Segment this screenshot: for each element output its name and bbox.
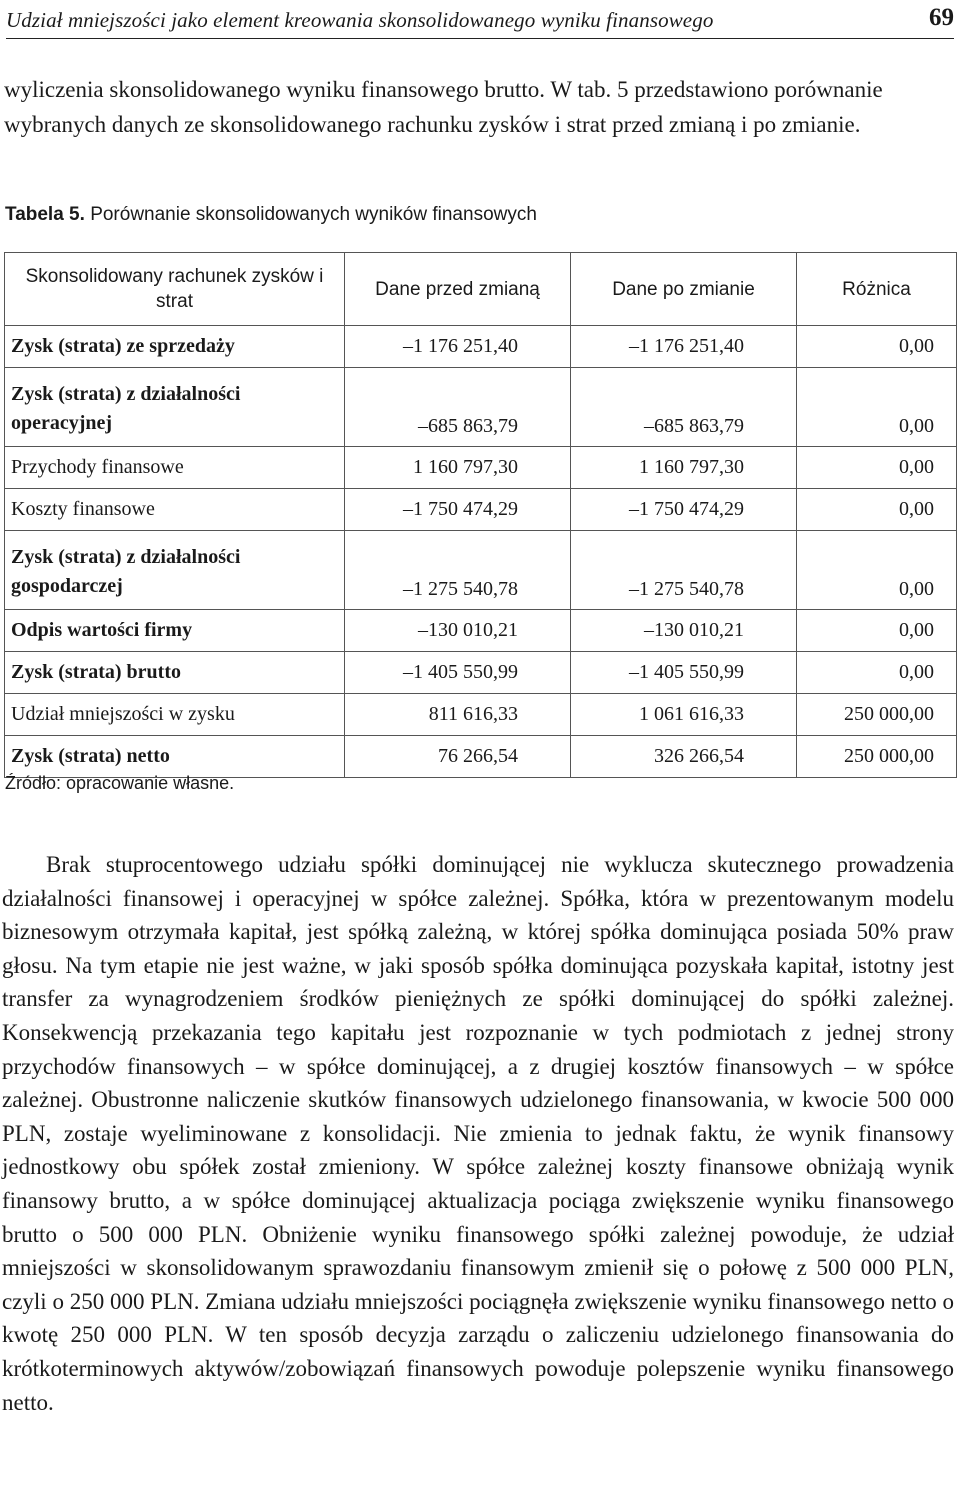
- value-after: 1 061 616,33: [571, 694, 797, 736]
- table-row: [5, 652, 957, 694]
- value-after: –1 176 251,40: [571, 326, 797, 368]
- table-caption: [5, 204, 537, 226]
- table-row: [5, 531, 957, 610]
- table-row: [5, 489, 957, 531]
- row-label: Zysk (strata) z działalności operacyjnej: [5, 368, 345, 447]
- value-after: 326 266,54: [571, 736, 797, 778]
- table-header-row: [5, 253, 957, 326]
- value-after: –1 750 474,29: [571, 489, 797, 531]
- value-before: –1 750 474,29: [345, 489, 571, 531]
- value-difference: 0,00: [797, 447, 957, 489]
- value-after: –685 863,79: [571, 368, 797, 447]
- table-row: [5, 447, 957, 489]
- value-after: –130 010,21: [571, 610, 797, 652]
- table-caption-text: Porównanie skonsolidowanych wyników finansowych: [90, 204, 537, 225]
- row-label: Zysk (strata) netto: [5, 736, 345, 778]
- value-before: –1 405 550,99: [345, 652, 571, 694]
- value-before: –130 010,21: [345, 610, 571, 652]
- value-difference: 250 000,00: [797, 694, 957, 736]
- value-difference: 250 000,00: [797, 736, 957, 778]
- running-header: [6, 2, 954, 39]
- value-after: –1 275 540,78: [571, 531, 797, 610]
- table-source-note: Źródło: opracowanie własne.: [5, 773, 235, 793]
- intro-paragraph: wyliczenia skonsolidowanego wyniku finansowego brutto. W tab. 5 przedstawiono porównanie wybranych danych ze skonsolidowanego rachunku zysków i strat przed zmianą i po zmianie.: [4, 77, 883, 137]
- row-label: Udział mniejszości w zysku: [5, 694, 345, 736]
- page-number: 69: [929, 4, 954, 31]
- value-before: –685 863,79: [345, 368, 571, 447]
- row-label: Przychody finansowe: [5, 447, 345, 489]
- value-difference: 0,00: [797, 531, 957, 610]
- value-before: 76 266,54: [345, 736, 571, 778]
- value-before: –1 176 251,40: [345, 326, 571, 368]
- body-paragraph: Brak stuprocentowego udziału spółki dominującej nie wyklucza skutecznego prowadzenia działalności finansowej i operacyjnej w spółce zależnej. Spółka, która w prezentowanym modelu biznesowym otrzymała kapitał, jest spółką zależną, w której spółka dominująca posiada 50% praw głosu. Na tym etapie nie jest ważne, w jaki sposób spółka dominująca pozyskała kapitał, istotny jest transfer za wynagrodzeniem środków pieniężnych ze spółki dominującej do spółki zależnej. Konsekwencją przekazania tego kapitału jest rozpoznanie w tych podmiotach z jednej strony przychodów finansowych – w spółce dominującej, a z drugiej kosztów finansowych – w spółce zależnej. Obustronne naliczenie skutków finansowych udzielonego finansowania, w kwocie 500 000 PLN, zostaje wyeliminowane z konsolidacji. Nie zmienia to jednak faktu, że wynik finansowy jednostkowy obu spółek został zmieniony. W spółce zależnej koszty finansowe obniżają wynik finansowy brutto, a w spółce dominującej aktualizacja pociąga zwiększenie wyniku finansowego brutto o 500 000 PLN. Obniżenie wyniku finansowego spółki zależnej powoduje, że udział mniejszości w skonsolidowanym sprawozdaniu finansowym zmienił się o połowę z 500 000 PLN, czyli o 250 000 PLN. Zmiana udziału mniejszości pociągnęła zwiększenie wyniku finansowego netto o kwotę 250 000 PLN. W ten sposób decyzja zarządu o zaliczeniu udzielonego finansowania do krótkoterminowych aktywów/zobowiązań finansowych powoduje polepszenie wyniku finansowego netto.: [2, 852, 954, 1415]
- table-row: [5, 610, 957, 652]
- value-difference: 0,00: [797, 610, 957, 652]
- column-header: Dane po zmianie: [571, 253, 797, 326]
- running-header-title: Udział mniejszości jako element kreowania skonsolidowanego wyniku finansowego: [6, 8, 714, 32]
- comparison-table: [4, 252, 957, 778]
- column-header: Różnica: [797, 253, 957, 326]
- value-before: 1 160 797,30: [345, 447, 571, 489]
- table-row: [5, 736, 957, 778]
- value-after: 1 160 797,30: [571, 447, 797, 489]
- row-label: Zysk (strata) ze sprzedaży: [5, 326, 345, 368]
- column-header: Dane przed zmianą: [345, 253, 571, 326]
- row-label: Odpis wartości firmy: [5, 610, 345, 652]
- value-difference: 0,00: [797, 652, 957, 694]
- table-caption-label: Tabela 5.: [5, 204, 85, 225]
- value-difference: 0,00: [797, 326, 957, 368]
- value-before: –1 275 540,78: [345, 531, 571, 610]
- column-header: Skonsolidowany rachunek zysków i strat: [5, 253, 345, 326]
- table-body: [5, 326, 957, 778]
- value-difference: 0,00: [797, 368, 957, 447]
- table-row: [5, 326, 957, 368]
- value-before: 811 616,33: [345, 694, 571, 736]
- table-row: [5, 694, 957, 736]
- row-label: Zysk (strata) z działalności gospodarczej: [5, 531, 345, 610]
- row-label: Koszty finansowe: [5, 489, 345, 531]
- row-label: Zysk (strata) brutto: [5, 652, 345, 694]
- value-difference: 0,00: [797, 489, 957, 531]
- value-after: –1 405 550,99: [571, 652, 797, 694]
- table-row: [5, 368, 957, 447]
